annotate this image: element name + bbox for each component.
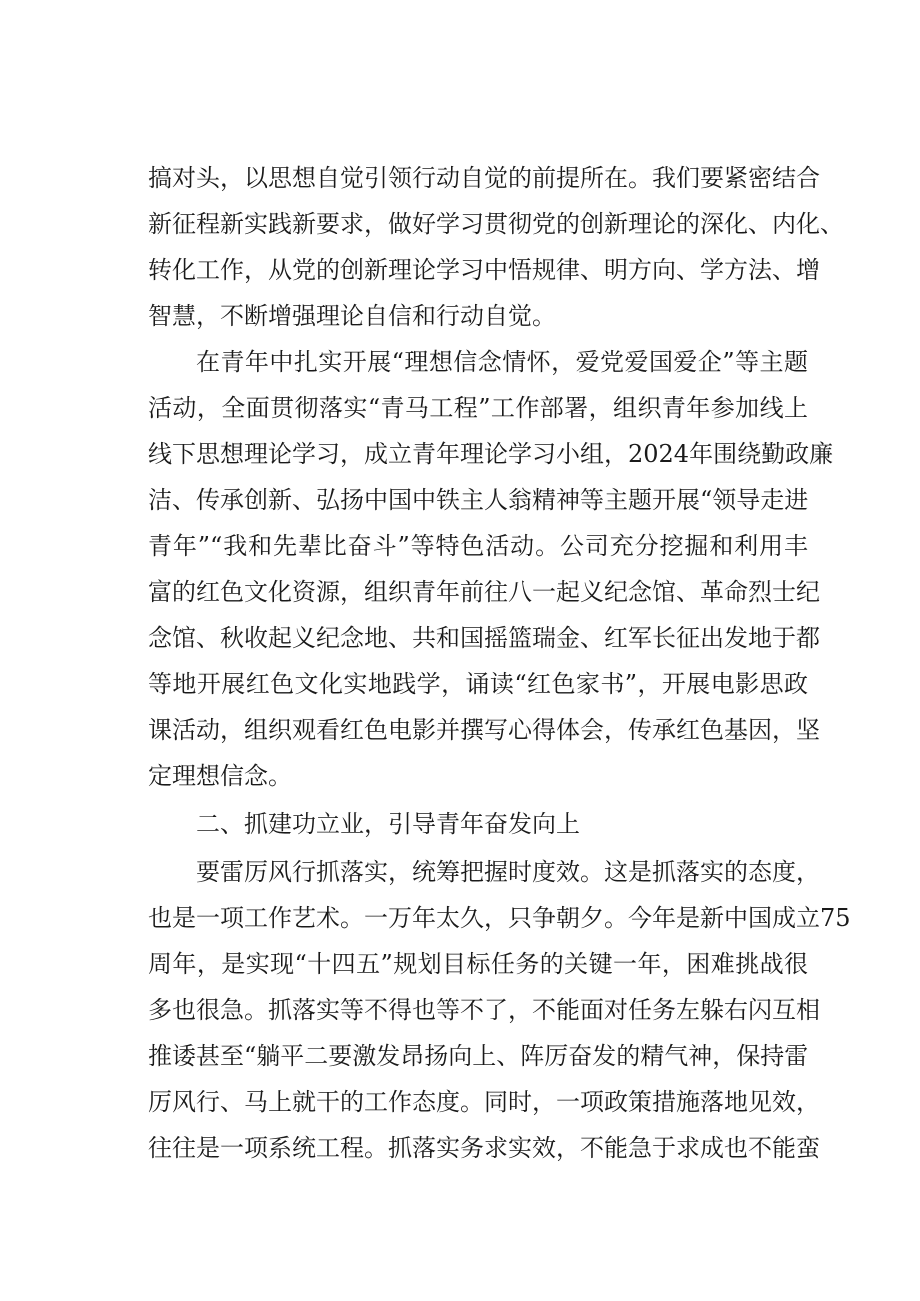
text-line: 智慧，不断增强理论自信和行动自觉。	[148, 302, 556, 330]
text-line: 线下思想理论学习，成立青年理论学习小组，2024年围绕勤政廉	[148, 440, 834, 468]
text-line: 多也很急。抓落实等不得也等不了，不能面对任务左躲右闪互相	[148, 996, 820, 1024]
text-line: 青年”“我和先辈比奋斗”等特色活动。公司充分挖掘和利用丰	[148, 532, 808, 560]
text-line: 等地开展红色文化实地践学，诵读“红色家书”，开展电影思政	[148, 670, 808, 698]
text-line: 搞对头，以思想自觉引领行动自觉的前提所在。我们要紧密结合	[148, 164, 820, 192]
text-line: 厉风行、马上就干的工作态度。同时，一项政策措施落地见效，	[148, 1088, 820, 1116]
section-heading: 二、抓建功立业，引导青年奋发向上	[196, 810, 580, 838]
text-line: 课活动，组织观看红色电影并撰写心得体会，传承红色基因，坚	[148, 716, 820, 744]
text-line: 周年，是实现“十四五”规划目标任务的关键一年，困难挑战很	[148, 950, 808, 978]
text-line: 富的红色文化资源，组织青年前往八一起义纪念馆、革命烈士纪	[148, 578, 820, 606]
text-line: 活动，全面贯彻落实“青马工程”工作部署，组织青年参加线上	[148, 394, 808, 422]
paragraph-first-line: 要雷厉风行抓落实，统筹把握时度效。这是抓落实的态度，	[196, 858, 820, 886]
text-line: 推诿甚至“躺平二要激发昂扬向上、阵厉奋发的精气神，保持雷	[148, 1042, 809, 1070]
paragraph-first-line: 在青年中扎实开展“理想信念情怀，爱党爱国爱企”等主题	[196, 348, 808, 376]
text-line: 也是一项工作艺术。一万年太久，只争朝夕。今年是新中国成立75	[148, 904, 851, 932]
text-line: 新征程新实践新要求，做好学习贯彻党的创新理论的深化、内化、	[148, 210, 844, 238]
text-line: 念馆、秋收起义纪念地、共和国摇篮瑞金、红军长征出发地于都	[148, 624, 820, 652]
text-line: 定理想信念。	[148, 762, 292, 790]
text-line: 往往是一项系统工程。抓落实务求实效，不能急于求成也不能蛮	[148, 1134, 820, 1162]
text-line: 转化工作，从党的创新理论学习中悟规律、明方向、学方法、增	[148, 256, 820, 284]
text-line: 洁、传承创新、弘扬中国中铁主人翁精神等主题开展“领导走进	[148, 486, 809, 514]
